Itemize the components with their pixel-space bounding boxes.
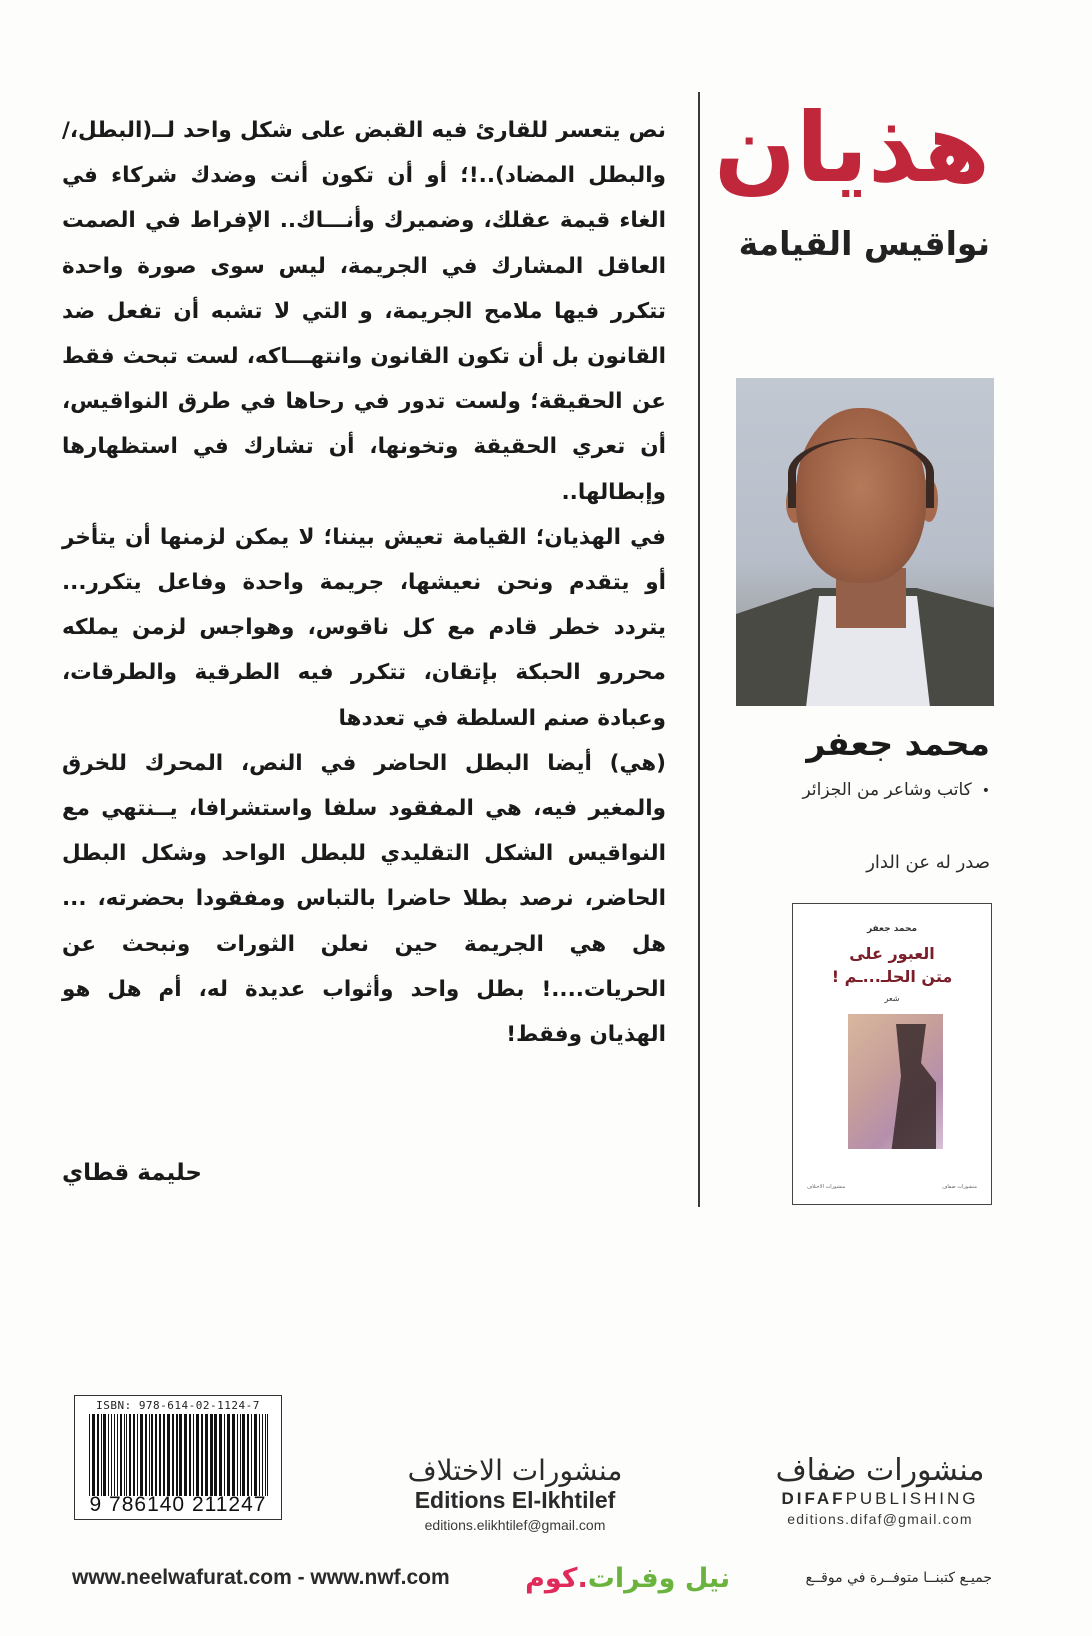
barcode-bar [111, 1414, 112, 1496]
barcode-bar [140, 1414, 143, 1496]
barcode-bar [247, 1414, 249, 1496]
availability-note: جميـع كتبنــا متوفــرة في موقــع [805, 1570, 992, 1586]
barcode-bar [227, 1414, 230, 1496]
barcode-bar [149, 1414, 150, 1496]
previous-book-cover [792, 903, 992, 1205]
brand-suffix: .كوم [525, 1562, 588, 1594]
barcode-bar [184, 1414, 187, 1496]
previous-book-logo: منشورات الاختلاف [807, 1184, 846, 1190]
previous-book-title-line: متن الحلـ...ـم ! [831, 967, 953, 986]
barcode-bar [124, 1414, 125, 1496]
brand-name: نيل وفرات [587, 1562, 731, 1594]
barcode-bar [101, 1414, 102, 1496]
author-description-text: كاتب وشاعر من الجزائر [802, 780, 972, 800]
barcode-bar [196, 1414, 199, 1496]
author-photo [736, 378, 994, 706]
barcode-bar [262, 1414, 263, 1496]
retailer-brand-logo [525, 1563, 730, 1594]
previous-book-artwork [848, 1014, 943, 1149]
barcode-bar [237, 1414, 238, 1496]
blurb-paragraph: (هي) أيضا البطل الحاضر في النص، المحرك للخرق والمغير فيه، هي المفقود سلفا واستشرافا، يــنتهي مع النواقيس الشكل التقليدي للبطل الواحد وشكل البطل الحاضر، نرصد بطلا حاضرا بالتباس ومفقودا بحضرته، ... هل هي الجريمة حين نعلن الثورات ونبحث عن الحريات....! بطل واحد وأثواب عديدة له، أم هل هو الهذيان وفقط! [62, 750, 666, 1048]
barcode-bar [201, 1414, 203, 1496]
barcode-bar [129, 1414, 131, 1496]
isbn-label: ISBN: 978-614-02-1124-7 [96, 1399, 260, 1412]
barcode-bar [155, 1414, 157, 1496]
barcode-bar [117, 1414, 118, 1496]
publisher-arabic-name: منشورات ضفاف [775, 1453, 985, 1488]
book-title: هذيان [713, 92, 990, 204]
barcode-bar [254, 1414, 257, 1496]
barcode-bar [167, 1414, 170, 1496]
previous-book-logos [807, 1184, 977, 1190]
barcode-bar [224, 1414, 225, 1496]
barcode-bar [126, 1414, 127, 1496]
publisher-english-name-bold: DIFAF [781, 1489, 846, 1508]
photo-hair [788, 438, 934, 508]
barcode-bar [97, 1414, 99, 1496]
barcode-bar [193, 1414, 194, 1496]
barcode-bar [179, 1414, 182, 1496]
book-subtitle: نواقيس القيامة [738, 224, 990, 263]
previous-book-genre: شعر [884, 994, 900, 1003]
isbn-barcode [74, 1395, 282, 1520]
retailer-urls: www.neelwafurat.com - www.nwf.com [72, 1566, 450, 1589]
barcode-bar [176, 1414, 178, 1496]
blurb-paragraph: في الهذيان؛ القيامة تعيش بيننا؛ لا يمكن لزمنها أن يتأخر أو يتقدم ونحن نعيشها، جريمة واحدة وفاعل يتكرر... يتردد خطر قادم مع كل ناقوس، وهواجس لزمن يملكه محررو الحبكة بإتقان، تتكرر فيه الطرقية والطرقات، وعبادة صنم السلطة في تعددها [62, 524, 666, 731]
previous-book-title-line: العبور على [849, 944, 935, 963]
artwork-figure [886, 1024, 936, 1149]
publisher-ikhtilef-logo [395, 1455, 635, 1533]
barcode-bar [267, 1414, 268, 1496]
publisher-english-name-rest: PUBLISHING [845, 1489, 979, 1508]
back-cover-blurb [62, 108, 666, 1057]
publisher-english-name: Editions El-Ikhtilef [414, 1487, 616, 1513]
previous-book-logo: منشورات ضفاف [942, 1184, 977, 1190]
published-by-label: صدر له عن الدار [866, 852, 990, 873]
blurb-signature: حليمة قطاي [62, 1160, 202, 1186]
publisher-email: editions.difaf@gmail.com [787, 1511, 973, 1527]
barcode-bar [163, 1414, 165, 1496]
barcode-bar [240, 1414, 241, 1496]
bullet-icon: • [981, 783, 990, 799]
barcode-bar [137, 1414, 138, 1496]
barcode-bar [89, 1414, 90, 1496]
barcode-bar [205, 1414, 208, 1496]
barcode-bar [145, 1414, 147, 1496]
barcode-digits: 9 786140 211247 [89, 1493, 267, 1516]
barcode-bar [259, 1414, 260, 1496]
previous-book-author: محمد جعفر [866, 924, 918, 934]
barcode-bar [133, 1414, 135, 1496]
barcode-bar [120, 1414, 122, 1496]
barcode-bar [232, 1414, 235, 1496]
barcode-bar [159, 1414, 161, 1496]
barcode-bar [189, 1414, 191, 1496]
barcode-bar [219, 1414, 222, 1496]
barcode-bar [108, 1414, 109, 1496]
publisher-arabic-name: منشورات الاختلاف [407, 1454, 623, 1487]
barcode-bars [89, 1414, 269, 1496]
blurb-paragraph: نص يتعسر للقارئ فيه القبض على شكل واحد لــ(البطل،/والبطل المضاد)..!؛ أو أن تكون أنت وضدك شركاء في الغاء قيمة عقلك، وضميرك وأنـــاك.. الإفراط في الصمت العاقل المشارك في الجريمة، ليس سوى صورة واحدة تتكرر فيها ملامح الجريمة، و التي لا تشبه أن تفعل ضد القانون بل أن تكون القانون وانتهـــاكه، لست تبحث فقط عن الحقيقة؛ ولست تدور في رحاها في طرق النواقيس، أن تعري الحقيقة وتخونها، أن تشارك في استظهارها وإبطالها.. [62, 118, 666, 505]
publisher-email: editions.elikhtilef@gmail.com [424, 1517, 606, 1533]
author-name: محمد جعفر [806, 724, 990, 763]
barcode-bar [242, 1414, 245, 1496]
barcode-bar [103, 1414, 106, 1496]
barcode-bar [151, 1414, 153, 1496]
barcode-bar [251, 1414, 252, 1496]
barcode-bar [265, 1414, 266, 1496]
publisher-english-name [760, 1487, 1000, 1511]
barcode-bar [172, 1414, 174, 1496]
publisher-difaf-logo [760, 1455, 1000, 1527]
barcode-bar [92, 1414, 95, 1496]
barcode-bar [210, 1414, 213, 1496]
author-description [700, 780, 990, 800]
retailer-footer [72, 1560, 992, 1596]
barcode-bar [214, 1414, 217, 1496]
previous-book-title [793, 942, 991, 988]
barcode-bar [114, 1414, 115, 1496]
